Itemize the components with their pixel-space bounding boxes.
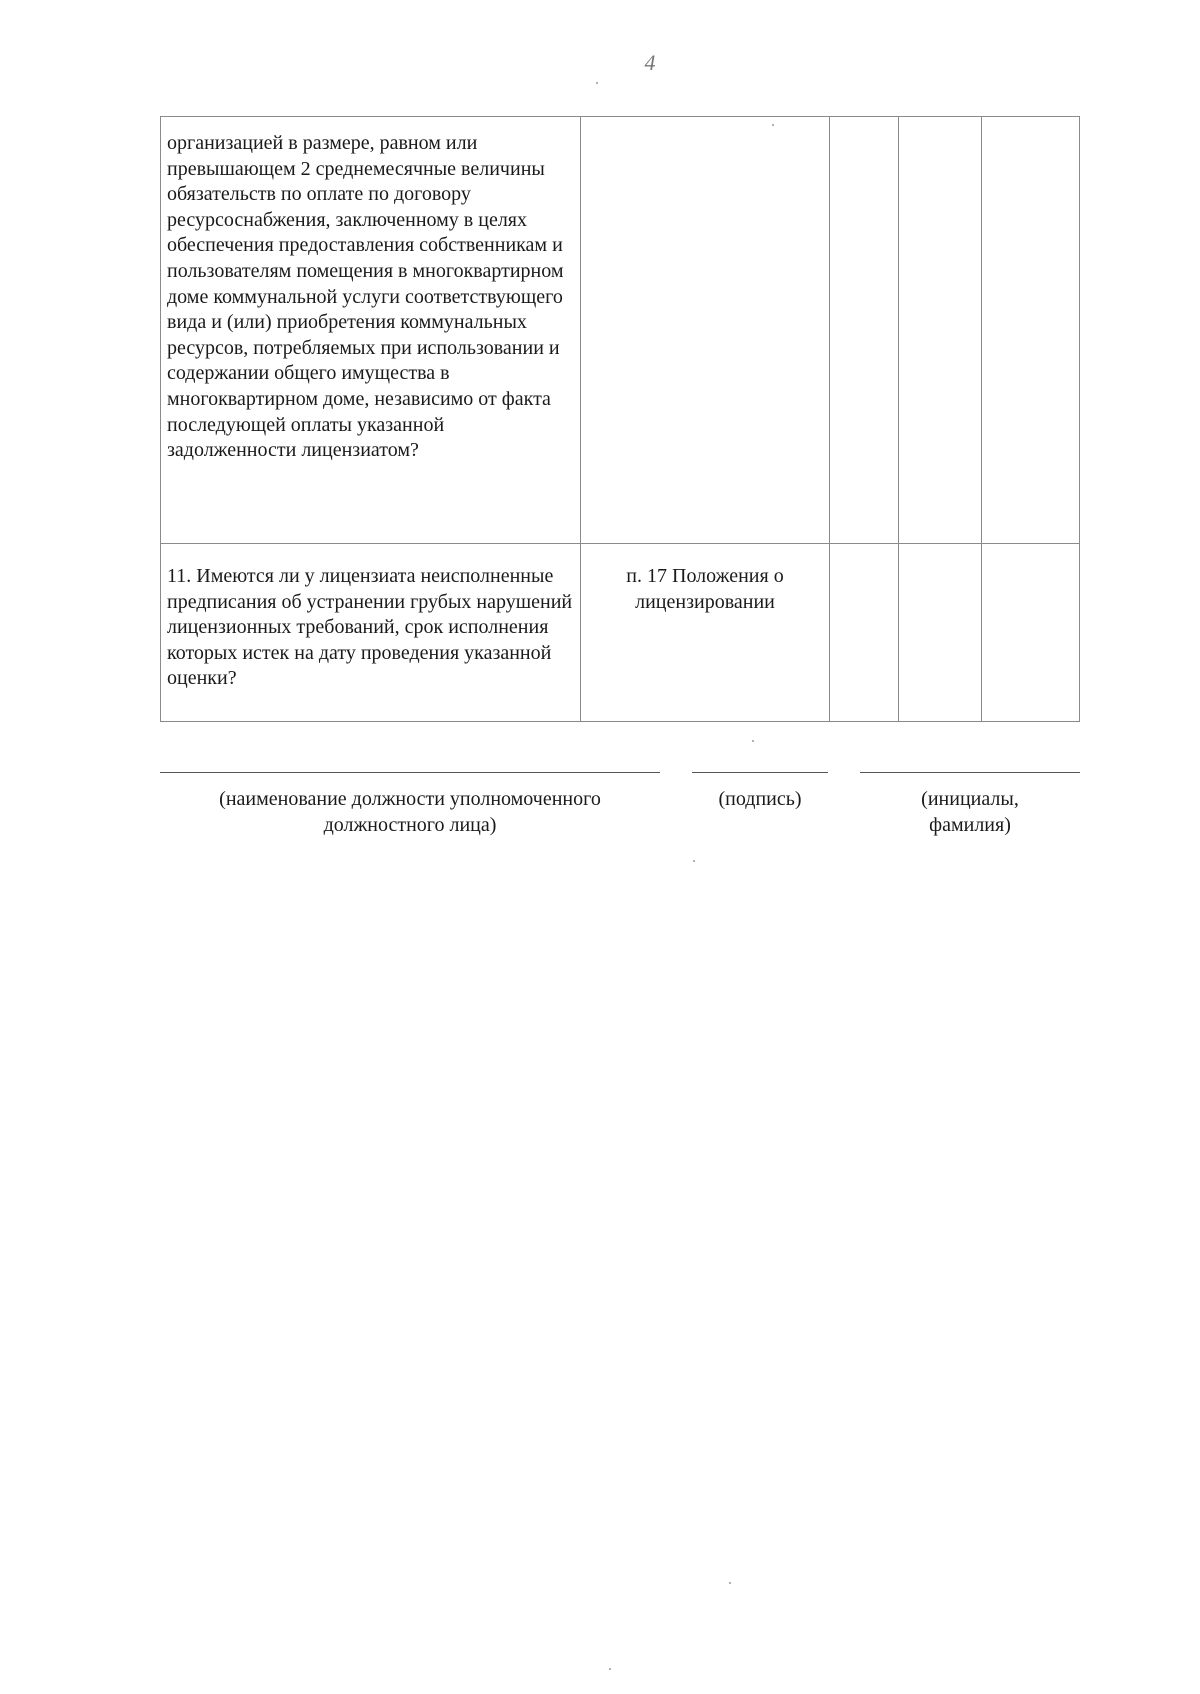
table-row: [161, 544, 1080, 722]
name-signature-line: [860, 772, 1080, 773]
name-caption: (инициалы, фамилия): [921, 788, 1019, 836]
scan-speck: [693, 860, 695, 862]
norm-reference-cell: п. 17 Положения о лицензировании: [581, 544, 830, 722]
table-row: [161, 117, 1080, 544]
scan-speck: [729, 1582, 731, 1584]
answer-yes-cell: [830, 544, 899, 722]
scan-speck: [752, 740, 754, 742]
answer-no-cell: [899, 117, 982, 544]
question-cell: организацией в размере, равном или превышающем 2 среднемесячные величины обязательств по оплате по договору ресурсоснабжения, заключенному в целях обеспечения предоставления собственникам и пользователям помещения в многоквартирном доме коммунальной услуги соответствующего вида и (или) приобретения коммунальных ресурсов, потребляемых при использовании и содержании общего имущества в многоквартирном доме, независимо от факта последующей оплаты указанной задолженности лицензиатом?: [161, 117, 581, 544]
norm-reference-cell: [581, 117, 830, 544]
note-cell: [982, 117, 1080, 544]
signature-line: [692, 772, 828, 773]
position-caption: (наименование должности уполномоченного должностного лица): [219, 788, 601, 836]
page-number: 4: [644, 50, 656, 75]
scan-speck: [596, 82, 598, 84]
signature-caption: (подпись): [718, 788, 802, 810]
question-cell: 11. Имеются ли у лицензиата неисполненные предписания об устранении грубых нарушений лицензионных требований, срок исполнения которых истек на дату проведения указанной оценки?: [161, 544, 581, 722]
checklist-table: [160, 116, 1080, 722]
position-signature-line: [160, 772, 660, 773]
note-cell: [982, 544, 1080, 722]
answer-yes-cell: [830, 117, 899, 544]
answer-no-cell: [899, 544, 982, 722]
scan-speck: [609, 1668, 611, 1670]
